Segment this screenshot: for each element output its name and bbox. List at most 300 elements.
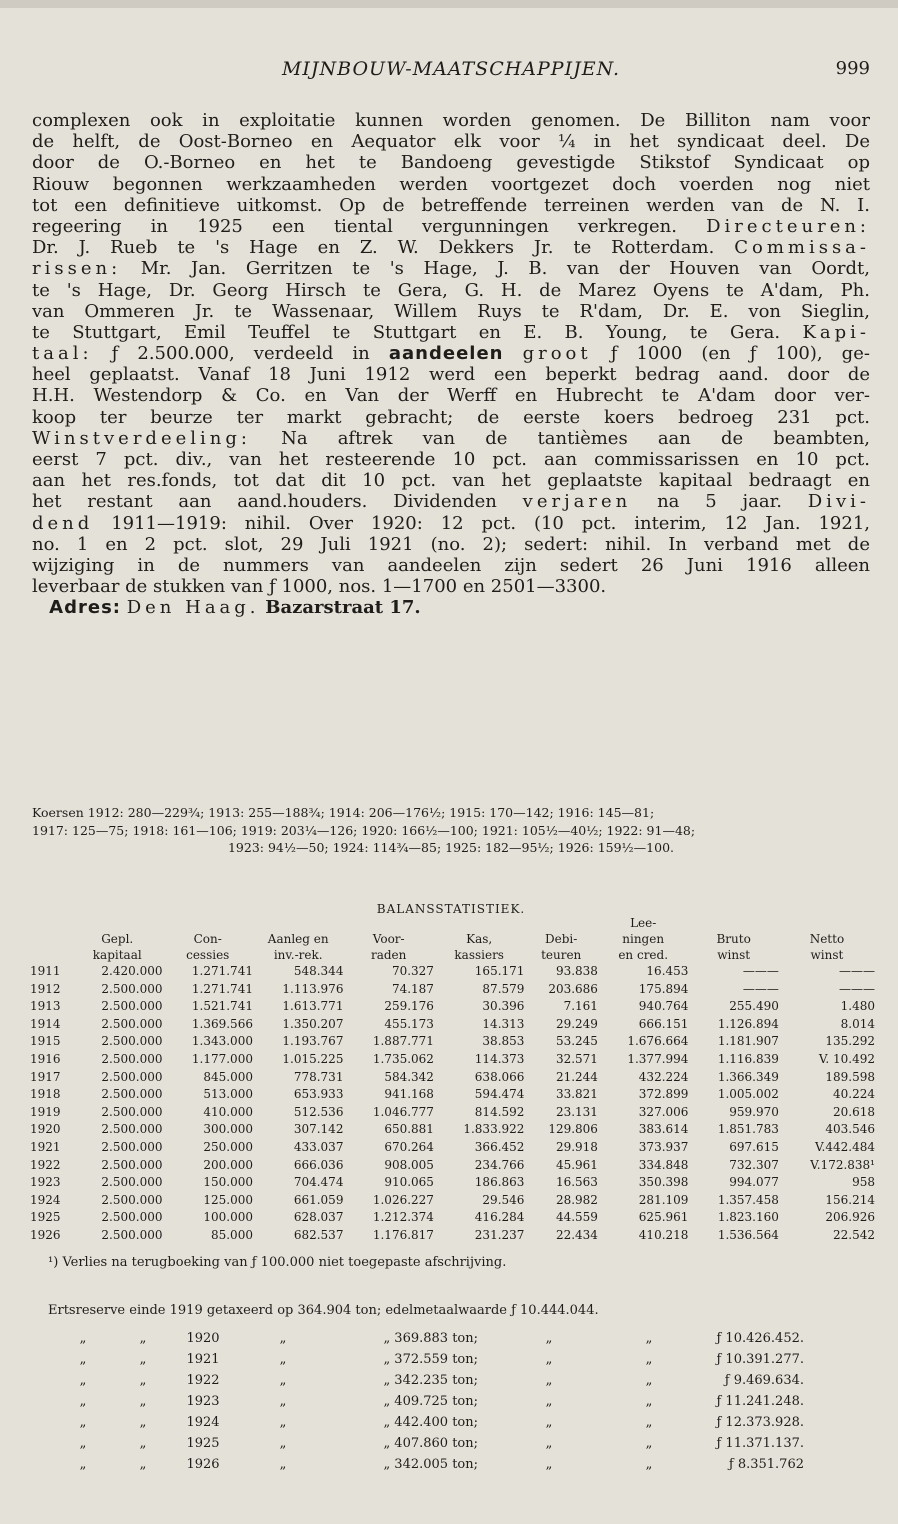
prices-line: 1923: 94½—50; 1924: 114¾—85; 1925: 182—95½; 1926: 159½—100. [227, 840, 675, 855]
value-cell: 2.420.000 [101, 964, 163, 978]
header-cell: winst [810, 948, 844, 962]
value-cell: 594.474 [474, 1087, 525, 1102]
address-line [32, 597, 870, 618]
value-cell: 1.005.002 [717, 1087, 779, 1102]
text-line: complexen ook in exploitatie kunnen worden genomen. De Billiton nam voor [32, 110, 870, 131]
table-row [30, 1033, 875, 1051]
header-cell: Netto [809, 932, 845, 946]
value-cell: 255.490 [729, 999, 779, 1014]
header-cell [72, 915, 162, 931]
value-cell: 8.014 [840, 1016, 875, 1031]
prices-line: Koersen 1912: 280—229¾; 1913: 255—188¾; 1914: 206—176½; 1915: 170—142; 1916: 145—81; [32, 805, 655, 820]
text-line [32, 216, 870, 237]
ore-reserve-cell: „ [139, 1436, 147, 1451]
year-cell: 1924 [30, 1192, 61, 1207]
value-cell: 1.271.741 [191, 981, 253, 996]
ore-reserve-cell: „ [545, 1373, 553, 1388]
year-cell: 1914 [30, 1016, 61, 1031]
value-cell: 125.000 [203, 1192, 253, 1207]
text-line: te 's Hage, Dr. Georg Hirsch te Gera, G. H. de Marez Oyens te A'dam, Ph. [32, 279, 870, 301]
year-cell: 1919 [30, 1104, 61, 1119]
ore-reserve-cell: „ [79, 1457, 87, 1472]
year-cell: 1912 [30, 981, 61, 996]
value-cell: V. 10.492 [818, 1051, 875, 1066]
value-cell: 1.377.994 [627, 1051, 689, 1066]
value-cell: 584.342 [384, 1069, 434, 1084]
ore-reserve-cell: „ [79, 1352, 87, 1367]
year-cell: 1923 [30, 1175, 61, 1190]
ore-reserve-section [48, 1300, 870, 1475]
value-cell: 33.821 [555, 1087, 598, 1102]
header-cell [779, 915, 875, 931]
section-label-directeuren: Directeuren: [706, 215, 870, 237]
header-cell: raden [370, 948, 407, 962]
ore-reserve-cell: „ [279, 1331, 287, 1346]
section-label-commissarissen: Commissa- [734, 237, 870, 259]
ore-reserve-cell: „ 442.400 ton; [383, 1415, 478, 1430]
value-cell: 1.177.000 [191, 1051, 253, 1066]
value-cell: 1.212.374 [372, 1210, 434, 1225]
text-run: Na aftrek van de tantièmes aan de beambten, [281, 427, 870, 449]
table-body [30, 963, 875, 1245]
value-cell: 74.187 [391, 981, 434, 996]
table-row [30, 998, 875, 1016]
header-cell: Con- [193, 932, 222, 946]
value-cell: 28.982 [555, 1192, 598, 1207]
value-cell: 186.863 [474, 1175, 525, 1190]
table-row [30, 1104, 875, 1122]
value-cell: 814.592 [474, 1104, 525, 1119]
ore-reserve-cell: ƒ 10.391.277. [716, 1352, 804, 1367]
ore-reserve-row [48, 1370, 804, 1391]
ore-reserve-cell: „ 407.860 ton; [383, 1436, 478, 1451]
year-cell: 1915 [30, 1034, 61, 1049]
ore-reserve-cell: 1920 [186, 1331, 220, 1346]
text-line: door de O.-Borneo en het te Bandoeng gevestigde Stikstof Syndicaat op [32, 152, 870, 174]
value-cell: 87.579 [482, 981, 525, 996]
ore-reserve-cell: „ 369.883 ton; [383, 1331, 478, 1346]
value-cell: 2.500.000 [101, 1227, 163, 1242]
value-cell: 1.369.566 [191, 1016, 253, 1031]
value-cell: 1.126.894 [717, 1016, 779, 1031]
header-cell: winst [717, 948, 751, 962]
ore-reserve-cell: 1922 [186, 1373, 220, 1388]
value-cell: 29.249 [555, 1016, 598, 1031]
value-cell: 250.000 [203, 1139, 253, 1154]
ore-reserve-cell: „ [139, 1457, 147, 1472]
ore-reserve-cell: ƒ 11.241.248. [716, 1394, 804, 1409]
ore-reserve-cell: „ [279, 1394, 287, 1409]
value-cell: 231.237 [474, 1227, 525, 1242]
keyword-verjaren: verjaren [522, 491, 632, 513]
value-cell: 513.000 [203, 1087, 253, 1102]
table-row [30, 1121, 875, 1139]
header-cell [30, 947, 72, 963]
text-line [32, 491, 870, 512]
value-cell: 1.735.062 [372, 1051, 434, 1066]
ore-reserve-cell: 1923 [186, 1394, 220, 1409]
text-run: Mr. Jan. Gerritzen te 's Hage, J. B. van der Houven van Oordt, [140, 258, 870, 280]
value-cell: 732.307 [729, 1157, 779, 1172]
ore-reserve-cell: „ 342.005 ton; [383, 1457, 478, 1472]
value-cell: 1.613.771 [282, 999, 344, 1014]
ore-reserve-cell: „ [645, 1373, 653, 1388]
text-line [32, 343, 870, 364]
scan-edge [0, 0, 898, 8]
value-cell: 958 [852, 1175, 875, 1190]
value-cell: 129.806 [548, 1122, 598, 1137]
section-label-dividend-cont: dend [32, 512, 94, 534]
ore-reserve-cell: „ 372.559 ton; [383, 1352, 478, 1367]
value-cell: 2.500.000 [101, 981, 163, 996]
year-cell: 1917 [30, 1069, 61, 1084]
section-label-winstverdeeling: Winstverdeeling: [32, 427, 251, 449]
ore-reserve-cell: „ [645, 1415, 653, 1430]
value-cell: 23.131 [555, 1104, 598, 1119]
header-cell: Bruto [716, 932, 751, 946]
ore-reserve-cell: „ [79, 1415, 87, 1430]
ore-reserve-cell: „ [139, 1373, 147, 1388]
value-cell: 373.937 [638, 1139, 689, 1154]
ore-reserve-cell: 1926 [186, 1457, 220, 1472]
year-cell: 1918 [30, 1087, 61, 1102]
value-cell: 628.037 [293, 1210, 344, 1225]
ore-reserve-row [48, 1433, 804, 1454]
table-row [30, 1157, 875, 1175]
value-cell: 2.500.000 [101, 1069, 163, 1084]
value-cell: 682.537 [293, 1227, 344, 1242]
year-cell: 1920 [30, 1122, 61, 1137]
ore-reserve-cell: „ [645, 1436, 653, 1451]
ore-reserve-cell: „ 409.725 ton; [383, 1394, 478, 1409]
ore-reserve-cell: „ [139, 1394, 147, 1409]
value-cell: 150.000 [203, 1175, 253, 1190]
value-cell: 300.000 [203, 1122, 253, 1137]
ore-reserve-cell: „ [545, 1457, 553, 1472]
text-line: no. 1 en 2 pct. slot, 29 Juli 1921 (no. 2); sedert: nihil. In verband met de [32, 533, 870, 555]
ore-reserve-row [48, 1391, 804, 1412]
value-cell: 1.116.839 [717, 1051, 779, 1066]
value-cell: 189.598 [825, 1069, 875, 1084]
share-prices [32, 804, 870, 857]
value-cell: 2.500.000 [101, 1139, 163, 1154]
value-cell: 704.474 [293, 1175, 344, 1190]
value-cell: 666.036 [293, 1157, 344, 1172]
ore-reserve-cell: „ [279, 1457, 287, 1472]
value-cell: 366.452 [474, 1139, 525, 1154]
value-cell: 22.434 [555, 1227, 598, 1242]
keyword-groot: groot [522, 343, 592, 365]
value-cell: 259.176 [384, 999, 434, 1014]
value-cell: 44.559 [555, 1210, 598, 1225]
value-cell: 234.766 [474, 1157, 525, 1172]
keyword-aandeelen: aandeelen [388, 343, 504, 365]
text-run: regeering in 1925 een tiental vergunningen verkregen. [32, 215, 677, 237]
value-cell: 1.113.976 [282, 981, 344, 996]
value-cell: 908.005 [384, 1157, 434, 1172]
year-cell: 1926 [30, 1227, 61, 1242]
value-cell: 1.357.458 [717, 1192, 779, 1207]
value-cell: 135.292 [825, 1034, 875, 1049]
value-cell: 410.218 [638, 1227, 689, 1242]
ore-reserve-table [48, 1328, 804, 1475]
value-cell: 2.500.000 [101, 1210, 163, 1225]
value-cell: 1.193.767 [282, 1034, 344, 1049]
value-cell: 666.151 [638, 1016, 689, 1031]
value-cell: 2.500.000 [101, 999, 163, 1014]
value-cell: 2.500.000 [101, 1122, 163, 1137]
value-cell: 7.161 [563, 999, 598, 1014]
address-street: Bazarstraat 17. [265, 597, 421, 619]
ore-reserve-cell: „ [645, 1331, 653, 1346]
text-run: ƒ 1000 (en ƒ 100), ge- [610, 343, 870, 365]
value-cell: 1.851.783 [717, 1122, 779, 1137]
value-cell: 22.542 [833, 1227, 875, 1242]
value-cell: 845.000 [203, 1069, 253, 1084]
value-cell: V.172.838¹ [810, 1157, 875, 1172]
value-cell: 1.833.922 [463, 1122, 525, 1137]
ore-reserve-cell: „ [279, 1352, 287, 1367]
table-row [30, 1016, 875, 1034]
value-cell: ——— [742, 981, 779, 996]
value-cell: 20.618 [833, 1104, 875, 1119]
value-cell: 14.313 [482, 1016, 525, 1031]
value-cell: 1.823.160 [717, 1210, 779, 1225]
ore-reserve-cell: ƒ 8.351.762 [728, 1457, 804, 1472]
table-row [30, 1174, 875, 1192]
text-line [32, 237, 870, 258]
header-row [30, 931, 875, 947]
text-line: Riouw begonnen werkzaamheden werden voortgezet doch voerden nog niet [32, 173, 870, 195]
value-cell: 200.000 [203, 1157, 253, 1172]
text-line: heel geplaatst. Vanaf 18 Juni 1912 werd een beperkt bedrag aand. door de [32, 364, 870, 386]
value-cell: 433.037 [293, 1139, 344, 1154]
value-cell: 1.181.907 [717, 1034, 779, 1049]
ore-reserve-first-line: Ertsreserve einde 1919 getaxeerd op 364.904 ton; edelmetaalwaarde ƒ 10.444.044. [48, 1303, 599, 1318]
value-cell: 334.848 [638, 1157, 689, 1172]
value-cell: 959.970 [729, 1104, 779, 1119]
value-cell: 2.500.000 [101, 1051, 163, 1066]
value-cell: 512.536 [293, 1104, 344, 1119]
value-cell: 93.838 [555, 964, 598, 978]
text-line: leverbaar de stukken van ƒ 1000, nos. 1—1700 en 2501—3300. [32, 576, 607, 598]
value-cell: 45.961 [555, 1157, 598, 1172]
ore-reserve-cell: „ [139, 1331, 147, 1346]
header-cell [162, 915, 252, 931]
value-cell: 40.224 [833, 1087, 875, 1102]
value-cell: 548.344 [293, 964, 344, 978]
ore-reserve-cell: ƒ 11.371.137. [716, 1436, 804, 1451]
value-cell: 994.077 [729, 1175, 779, 1190]
page-header [32, 50, 870, 80]
value-cell: 1.046.777 [372, 1104, 434, 1119]
header-row [30, 915, 875, 931]
value-cell: 1.366.349 [717, 1069, 779, 1084]
header-cell: kassiers [454, 948, 504, 962]
ore-reserve-cell: „ [545, 1394, 553, 1409]
value-cell: 778.731 [293, 1069, 344, 1084]
value-cell: 29.918 [555, 1139, 598, 1154]
text-run: het restant aan aand.houders. Dividenden [32, 491, 497, 513]
value-cell: ——— [839, 964, 875, 978]
ore-reserve-row [48, 1412, 804, 1433]
ore-reserve-row [48, 1454, 804, 1475]
value-cell: 350.398 [638, 1175, 689, 1190]
ore-reserve-row [48, 1349, 804, 1370]
value-cell: 206.926 [825, 1210, 875, 1225]
year-cell: 1922 [30, 1157, 61, 1172]
value-cell: 38.853 [482, 1034, 525, 1049]
address-city: Den Haag. [126, 597, 260, 619]
year-cell: 1911 [30, 964, 61, 978]
value-cell: 1.887.771 [372, 1034, 434, 1049]
text-line: H.H. Westendorp & Co. en Van der Werff en Hubrecht te A'dam door ver- [32, 385, 870, 407]
table-row [30, 1086, 875, 1104]
ore-reserve-cell: 1924 [186, 1415, 220, 1430]
text-line: eerst 7 pct. div., van het resteerende 10 pct. aan commissarissen en 10 pct. [32, 449, 870, 470]
text-line [32, 428, 870, 449]
ore-reserve-cell: „ [545, 1436, 553, 1451]
ore-reserve-cell: „ [279, 1436, 287, 1451]
value-cell: 638.066 [474, 1069, 525, 1084]
header-cell [343, 915, 433, 931]
ore-reserve-cell: 1925 [186, 1436, 220, 1451]
value-cell: 100.000 [203, 1210, 253, 1225]
year-cell: 1921 [30, 1139, 61, 1154]
value-cell: 2.500.000 [101, 1087, 163, 1102]
ore-reserve-cell: „ [645, 1457, 653, 1472]
header-cell: kapitaal [92, 948, 142, 962]
value-cell: 670.264 [384, 1139, 434, 1154]
ore-reserve-row [48, 1328, 804, 1349]
ore-reserve-cell: „ [139, 1415, 147, 1430]
value-cell: 327.006 [638, 1104, 689, 1119]
value-cell: 697.615 [729, 1139, 779, 1154]
ore-reserve-cell: „ [645, 1352, 653, 1367]
value-cell: 29.546 [482, 1192, 525, 1207]
value-cell: 1.176.817 [372, 1227, 434, 1242]
header-cell: Lee- [630, 916, 657, 930]
value-cell: 432.224 [638, 1069, 689, 1084]
balance-statistics-table [30, 915, 875, 1245]
table-row [30, 1069, 875, 1087]
header-cell: Aanleg en [267, 932, 329, 946]
footnote-mark: ¹) [48, 1255, 59, 1270]
value-cell: 2.500.000 [101, 1034, 163, 1049]
header-cell [434, 915, 524, 931]
section-label-kapitaal: Kapi- [802, 321, 870, 343]
ore-reserve-cell: 1921 [186, 1352, 220, 1367]
ore-reserve-cell: „ [645, 1394, 653, 1409]
table-row [30, 963, 875, 981]
value-cell: 16.563 [555, 1175, 598, 1190]
value-cell: 16.453 [646, 964, 689, 978]
value-cell: 1.480 [840, 999, 875, 1014]
value-cell: 410.000 [203, 1104, 253, 1119]
value-cell: 114.373 [474, 1051, 525, 1066]
ore-reserve-cell: „ [79, 1394, 87, 1409]
value-cell: 403.546 [825, 1122, 875, 1137]
table-row [30, 1209, 875, 1227]
value-cell: 383.614 [638, 1122, 689, 1137]
value-cell: 30.396 [482, 999, 525, 1014]
header-cell: inv.-rek. [273, 948, 323, 962]
value-cell: 32.571 [555, 1051, 598, 1066]
header-cell: en cred. [618, 948, 669, 962]
header-cell: Debi- [545, 932, 578, 946]
text-run: ƒ 2.500.000, verdeeld in [111, 343, 370, 365]
table-row [30, 981, 875, 999]
year-cell: 1916 [30, 1051, 61, 1066]
ore-reserve-cell: ƒ 12.373.928. [716, 1415, 804, 1430]
value-cell: 70.327 [391, 964, 434, 978]
value-cell: 661.059 [293, 1192, 344, 1207]
company-description [32, 110, 870, 619]
ore-reserve-cell: „ [79, 1331, 87, 1346]
value-cell: 1.536.564 [717, 1227, 779, 1242]
value-cell: 2.500.000 [101, 1104, 163, 1119]
header-cell [253, 915, 343, 931]
ore-reserve-cell: „ [279, 1373, 287, 1388]
value-cell: 203.686 [548, 981, 598, 996]
value-cell: 455.173 [384, 1016, 434, 1031]
footnote-text: Verlies na terugboeking van ƒ 100.000 niet toegepaste afschrijving. [62, 1255, 507, 1270]
table-row [30, 1139, 875, 1157]
ore-reserve-cell: „ [545, 1331, 553, 1346]
year-cell: 1925 [30, 1210, 61, 1225]
header-cell: teuren [541, 948, 582, 962]
value-cell: 1.015.225 [282, 1051, 344, 1066]
table-row [30, 1192, 875, 1210]
text-line [32, 258, 870, 279]
year-cell: 1913 [30, 999, 61, 1014]
prices-line: 1917: 125—75; 1918: 161—106; 1919: 203¼—126; 1920: 166½—100; 1921: 105½—40½; 1922: 91—48; [32, 822, 696, 838]
value-cell: 940.764 [638, 999, 689, 1014]
header-cell [524, 915, 598, 931]
value-cell: 281.109 [638, 1192, 689, 1207]
ore-reserve-cell: „ [139, 1352, 147, 1367]
page-number: 999 [835, 58, 870, 79]
value-cell: 307.142 [293, 1122, 344, 1137]
table-header [30, 915, 875, 963]
text-line: tot een definitieve uitkomst. Op de betreffende terreinen werden van de N. I. [32, 194, 870, 216]
header-cell: ningen [622, 932, 665, 946]
ore-reserve-cell: „ 342.235 ton; [383, 1373, 478, 1388]
ore-reserve-cell: ƒ 9.469.634. [724, 1373, 804, 1388]
value-cell: 1.521.741 [191, 999, 253, 1014]
text-line [32, 513, 870, 534]
address-label: Adres: [49, 597, 121, 619]
text-line: van Ommeren Jr. te Wassenaar, Willem Ruys te R'dam, Dr. E. von Sieglin, [32, 300, 870, 322]
value-cell: 156.214 [825, 1192, 875, 1207]
header-row [30, 947, 875, 963]
value-cell: 2.500.000 [101, 1175, 163, 1190]
header-cell [30, 931, 72, 947]
value-cell: 85.000 [210, 1227, 253, 1242]
text-line: koop ter beurze ter markt gebracht; de eerste koers bedroeg 231 pct. [32, 406, 870, 428]
value-cell: 1.676.664 [627, 1034, 689, 1049]
value-cell: 625.961 [638, 1210, 689, 1225]
text-run: Dr. J. Rueb te 's Hage en Z. W. Dekkers Jr. te Rotterdam. [32, 237, 715, 259]
footnote [48, 1255, 868, 1270]
value-cell: V.442.484 [814, 1139, 875, 1154]
text-run: na 5 jaar. [657, 491, 782, 513]
value-cell: 1.026.227 [372, 1192, 434, 1207]
section-label-kapitaal-cont: taal: [32, 343, 93, 365]
ore-reserve-cell: „ [79, 1373, 87, 1388]
ore-reserve-cell: „ [279, 1415, 287, 1430]
value-cell: 165.171 [474, 964, 525, 978]
